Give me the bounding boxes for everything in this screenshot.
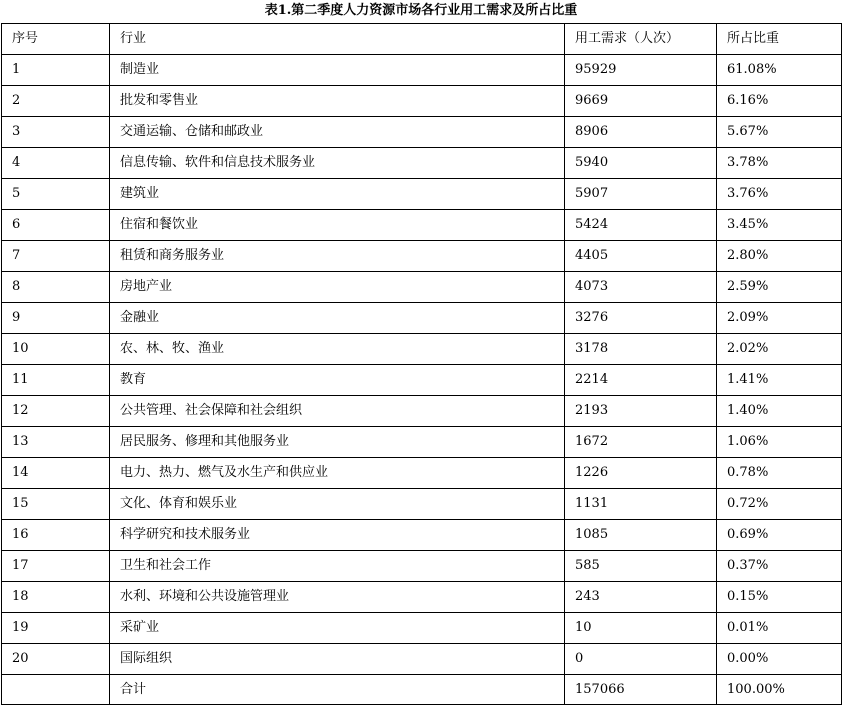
cell-industry: 电力、热力、燃气及水生产和供应业 <box>110 458 565 489</box>
cell-index: 14 <box>2 458 110 489</box>
table-row <box>2 582 842 613</box>
table-row <box>2 179 842 210</box>
table-row <box>2 365 842 396</box>
header-row <box>2 24 842 55</box>
cell-index: 12 <box>2 396 110 427</box>
table-row <box>2 334 842 365</box>
cell-demand: 9669 <box>565 86 717 117</box>
cell-share: 1.06% <box>717 427 842 458</box>
cell-demand: 2214 <box>565 365 717 396</box>
cell-index: 3 <box>2 117 110 148</box>
cell-index: 4 <box>2 148 110 179</box>
cell-index: 8 <box>2 272 110 303</box>
cell-industry: 农、林、牧、渔业 <box>110 334 565 365</box>
cell-share: 2.59% <box>717 272 842 303</box>
cell-share: 2.02% <box>717 334 842 365</box>
cell-share: 61.08% <box>717 55 842 86</box>
total-index <box>2 675 110 705</box>
table-row <box>2 148 842 179</box>
cell-share: 0.37% <box>717 551 842 582</box>
cell-demand: 1131 <box>565 489 717 520</box>
cell-industry: 文化、体育和娱乐业 <box>110 489 565 520</box>
table-row <box>2 396 842 427</box>
cell-index: 2 <box>2 86 110 117</box>
cell-demand: 585 <box>565 551 717 582</box>
table-row <box>2 489 842 520</box>
cell-industry: 采矿业 <box>110 613 565 644</box>
total-share: 100.00% <box>717 675 842 705</box>
cell-demand: 5424 <box>565 210 717 241</box>
cell-index: 7 <box>2 241 110 272</box>
header-share: 所占比重 <box>717 24 842 55</box>
table-row <box>2 117 842 148</box>
cell-share: 0.00% <box>717 644 842 675</box>
cell-industry: 卫生和社会工作 <box>110 551 565 582</box>
cell-share: 0.78% <box>717 458 842 489</box>
cell-industry: 教育 <box>110 365 565 396</box>
cell-share: 2.80% <box>717 241 842 272</box>
table-row <box>2 551 842 582</box>
industry-demand-table <box>1 23 842 705</box>
cell-share: 2.09% <box>717 303 842 334</box>
total-row <box>2 675 842 705</box>
cell-share: 3.45% <box>717 210 842 241</box>
cell-index: 13 <box>2 427 110 458</box>
cell-index: 17 <box>2 551 110 582</box>
cell-demand: 4405 <box>565 241 717 272</box>
header-demand: 用工需求（人次） <box>565 24 717 55</box>
cell-index: 5 <box>2 179 110 210</box>
table-row <box>2 210 842 241</box>
cell-demand: 243 <box>565 582 717 613</box>
cell-industry: 房地产业 <box>110 272 565 303</box>
cell-index: 16 <box>2 520 110 551</box>
cell-share: 1.40% <box>717 396 842 427</box>
cell-share: 5.67% <box>717 117 842 148</box>
table-row <box>2 644 842 675</box>
cell-industry: 金融业 <box>110 303 565 334</box>
cell-demand: 4073 <box>565 272 717 303</box>
table-row <box>2 613 842 644</box>
cell-index: 10 <box>2 334 110 365</box>
cell-industry: 水利、环境和公共设施管理业 <box>110 582 565 613</box>
table-title: 表1.第二季度人力资源市场各行业用工需求及所占比重 <box>264 3 578 18</box>
cell-share: 3.76% <box>717 179 842 210</box>
cell-demand: 2193 <box>565 396 717 427</box>
cell-index: 18 <box>2 582 110 613</box>
cell-index: 19 <box>2 613 110 644</box>
cell-share: 6.16% <box>717 86 842 117</box>
cell-industry: 公共管理、社会保障和社会组织 <box>110 396 565 427</box>
table-row <box>2 241 842 272</box>
cell-demand: 5907 <box>565 179 717 210</box>
cell-demand: 95929 <box>565 55 717 86</box>
cell-demand: 8906 <box>565 117 717 148</box>
header-industry: 行业 <box>110 24 565 55</box>
cell-share: 1.41% <box>717 365 842 396</box>
table-row <box>2 272 842 303</box>
cell-demand: 3276 <box>565 303 717 334</box>
cell-demand: 3178 <box>565 334 717 365</box>
cell-industry: 信息传输、软件和信息技术服务业 <box>110 148 565 179</box>
cell-industry: 居民服务、修理和其他服务业 <box>110 427 565 458</box>
cell-index: 6 <box>2 210 110 241</box>
cell-demand: 1226 <box>565 458 717 489</box>
table-row <box>2 458 842 489</box>
header-index: 序号 <box>2 24 110 55</box>
cell-industry: 科学研究和技术服务业 <box>110 520 565 551</box>
cell-share: 0.15% <box>717 582 842 613</box>
cell-share: 0.72% <box>717 489 842 520</box>
table-row <box>2 86 842 117</box>
cell-demand: 1672 <box>565 427 717 458</box>
cell-index: 20 <box>2 644 110 675</box>
cell-index: 11 <box>2 365 110 396</box>
cell-index: 1 <box>2 55 110 86</box>
cell-industry: 批发和零售业 <box>110 86 565 117</box>
table-row <box>2 520 842 551</box>
cell-share: 3.78% <box>717 148 842 179</box>
cell-index: 15 <box>2 489 110 520</box>
cell-index: 9 <box>2 303 110 334</box>
table-row <box>2 55 842 86</box>
total-label: 合计 <box>110 675 565 705</box>
cell-demand: 1085 <box>565 520 717 551</box>
cell-industry: 制造业 <box>110 55 565 86</box>
cell-industry: 国际组织 <box>110 644 565 675</box>
cell-demand: 0 <box>565 644 717 675</box>
cell-industry: 建筑业 <box>110 179 565 210</box>
cell-industry: 住宿和餐饮业 <box>110 210 565 241</box>
cell-industry: 交通运输、仓储和邮政业 <box>110 117 565 148</box>
cell-demand: 10 <box>565 613 717 644</box>
cell-share: 0.01% <box>717 613 842 644</box>
cell-industry: 租赁和商务服务业 <box>110 241 565 272</box>
cell-share: 0.69% <box>717 520 842 551</box>
cell-demand: 5940 <box>565 148 717 179</box>
table-row <box>2 427 842 458</box>
table-row <box>2 303 842 334</box>
total-demand: 157066 <box>565 675 717 705</box>
